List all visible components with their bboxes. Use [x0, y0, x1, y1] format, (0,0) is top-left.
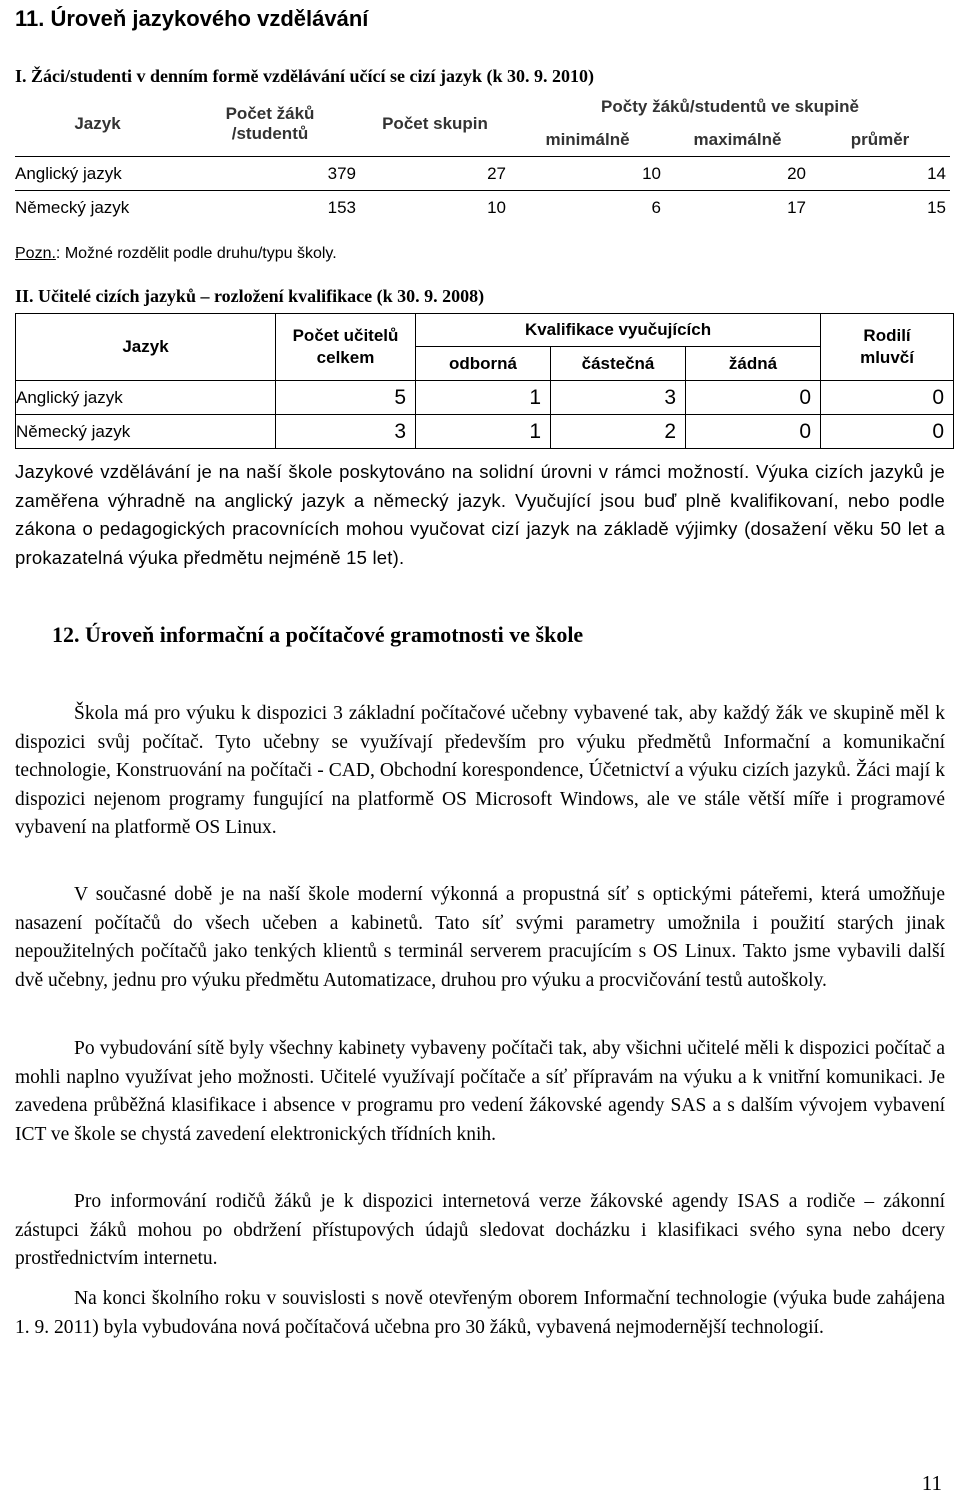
students-language-table — [15, 91, 950, 224]
cell-jazyk: Anglický jazyk — [15, 157, 180, 191]
table-row — [16, 415, 954, 449]
note-label: Pozn. — [15, 245, 56, 262]
paragraph-computer-classrooms: Škola má pro výuku k dispozici 3 základní počítačové učebny vybavené tak, aby každý žák ve skupině měl k dispozici svůj počítač. Tyto učebny se využívají především pro výuku předmětů Informační a komunikační technologie, Konstruování na počítači - CAD, Obchodní korespondence, Účetnictví a výuku cizích jazyků. Žáci mají k dispozici nejenom programy fungující na platformě OS Microsoft Windows, ale ve stále větší míře i programové vybavení na platformě OS Linux. — [15, 703, 945, 838]
header-pocet-line1: Počet učitelů — [292, 326, 399, 345]
header-rodili — [821, 314, 954, 381]
cell-jazyk: Německý jazyk — [16, 415, 276, 449]
header-prumer: průměr — [810, 123, 950, 157]
cell-zaku: 153 — [327, 197, 356, 217]
cell-max: 17 — [787, 197, 806, 217]
cell-max: 20 — [665, 157, 810, 191]
cell-castecna: 2 — [551, 415, 686, 449]
table-row — [15, 191, 950, 225]
paragraph-language-education: Jazykové vzdělávání je na naší škole poskytováno na solidní úrovni v rámci možností. Výuka cizích jazyků je zaměřena výhradně na anglický jazyk a německý jazyk. Vyučující jsou buď plně kvalifikovaní, nebo podle zákona o pedagogických pracovnících mohou vyučovat cizí jazyk na základě výjimky (dosažení věku 50 let a prokazatelná výuka předmětu nejméně 15 let). — [15, 461, 945, 568]
header-jazyk: Jazyk — [15, 91, 180, 157]
paragraph-parents-info: Pro informování rodičů žáků je k dispozici internetová verze žákovské agendy ISAS a rodiče – zákonní zástupci žáků mohou po obdržení přístupových údajů sledovat docházku i klasifikaci svého syna nebo dcery prostřednictvím internetu. — [15, 1191, 945, 1269]
table-row — [16, 381, 954, 415]
cell-rodili: 0 — [821, 415, 954, 449]
cell-zaku: 379 — [180, 157, 360, 191]
header-rodili-line2: mluvčí — [860, 348, 914, 367]
cell-min: 6 — [651, 197, 661, 217]
cell-prumer: 14 — [810, 157, 950, 191]
table1-title: I. Žáci/studenti v denním formě vzdělávání učící se cizí jazyk (k 30. 9. 2010) — [15, 66, 594, 86]
paragraph-cabinets: Po vybudování sítě byly všechny kabinety vybaveny počítači tak, aby všichni učitelé měli k dispozici počítač a mohli naplno využívat jeho možnosti. Učitelé využívají počítače a síť přípravám na výuku a k vnitřní komunikaci. Je zavedena průběžná klasifikace i absence v programu pro vedení žákovské agendy SAS a s dalším vývojem vybavení ICT ve škole se chystá zavedení elektronických třídních knih. — [15, 1038, 945, 1145]
section-12-title: 12. Úroveň informační a počítačové gramotnosti ve škole — [52, 622, 584, 647]
cell-zadna: 0 — [686, 381, 821, 415]
cell-pocet: 3 — [276, 415, 416, 449]
note-text: : Možné rozdělit podle druhu/typu školy. — [55, 245, 337, 262]
cell-rodili: 0 — [821, 381, 954, 415]
cell-min: 10 — [510, 157, 665, 191]
header-pocet-line2: celkem — [316, 348, 375, 367]
header-jazyk: Jazyk — [16, 314, 276, 381]
cell-jazyk: Anglický jazyk — [16, 381, 276, 415]
paragraph-new-classroom: Na konci školního roku v souvislosti s nově otevřeným oborem Informační technologie (výuka bude zahájena 1. 9. 2011) byla vybudována nová počítačová učebna pro 30 žáků, vybavená nejmodernější technologií. — [15, 1288, 945, 1338]
cell-odborna: 1 — [416, 381, 551, 415]
header-group: Počty žáků/studentů ve skupině — [601, 97, 859, 116]
cell-skupin: 10 — [487, 197, 506, 217]
header-castecna: částečná — [551, 347, 686, 381]
header-pocet-zaku-line2: /studentů — [231, 123, 309, 143]
section-11-title: 11. Úroveň jazykového vzdělávání — [15, 6, 369, 31]
header-rodili-line1: Rodilí — [863, 326, 911, 345]
header-zadna: žádná — [686, 347, 821, 381]
page-number: 11 — [921, 1471, 942, 1495]
cell-zadna: 0 — [686, 415, 821, 449]
table1-note — [15, 245, 337, 263]
table2-title: II. Učitelé cizích jazyků – rozložení kvalifikace (k 30. 9. 2008) — [15, 286, 485, 306]
header-kvalifikace: Kvalifikace vyučujících — [416, 314, 821, 347]
table-row — [15, 157, 950, 191]
header-pocet-zaku — [180, 91, 360, 157]
cell-jazyk: Německý jazyk — [15, 197, 130, 217]
header-odborna: odborná — [416, 347, 551, 381]
cell-pocet: 5 — [276, 381, 416, 415]
cell-castecna: 3 — [551, 381, 686, 415]
header-max: maximálně — [665, 123, 810, 157]
header-pocet-zaku-line1: Počet žáků — [225, 103, 315, 123]
header-min: minimálně — [510, 123, 665, 157]
header-pocet-ucitelu — [276, 314, 416, 381]
cell-odborna: 1 — [416, 415, 551, 449]
paragraph-network: V současné době je na naší škole moderní výkonná a propustná síť s optickými páteřemi, která umožňuje nasazení počítačů do všech učeben a kabinetů. Tato síť svými parametry umožnila i použití starých jinak nepoužitelných počítačů jako tenkých klientů s terminál serverem pracujícím s OS Linux. Takto jsme vybavili další dvě učebny, jednu pro výuku předmětu Automatizace, druhou pro výuku a procvičování testů autoškoly. — [15, 884, 945, 991]
cell-prumer: 15 — [927, 197, 946, 217]
header-pocet-skupin: Počet skupin — [360, 91, 510, 157]
teachers-qualification-table — [15, 313, 954, 449]
cell-skupin: 27 — [360, 157, 510, 191]
